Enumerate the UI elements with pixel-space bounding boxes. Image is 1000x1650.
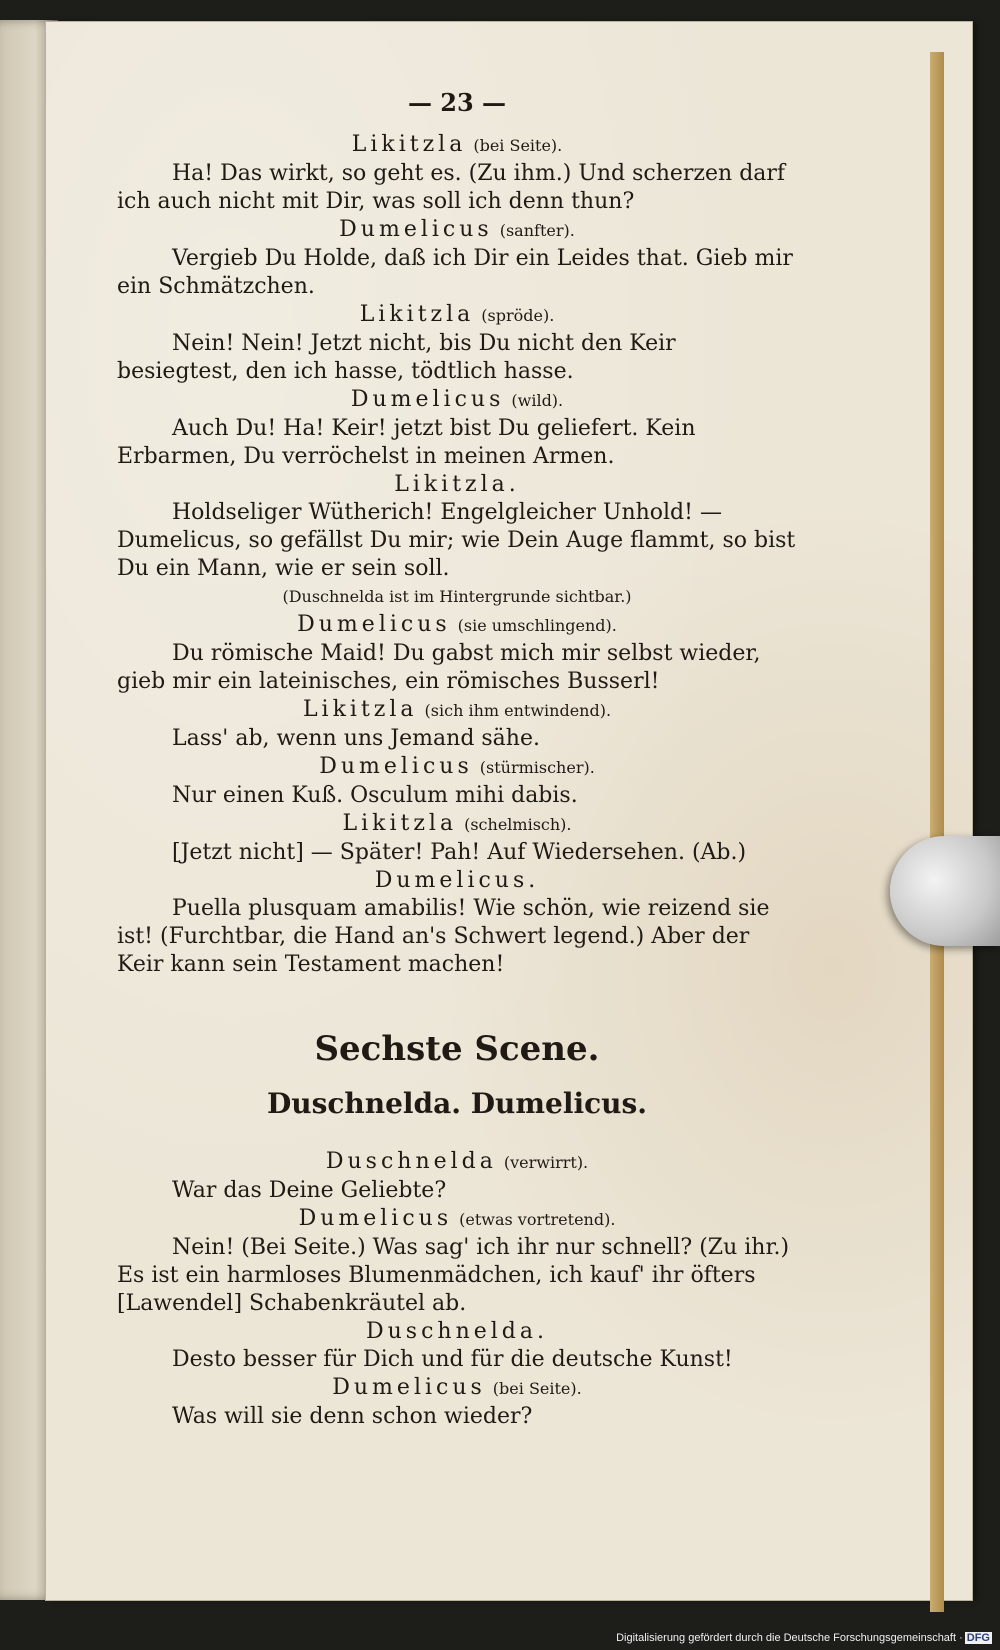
stage-direction: (bei Seite). (473, 136, 563, 155)
dialogue-line: Nein! Nein! Jetzt nicht, bis Du nicht den Keir besiegtest, den ich hasse, tödtlich hasse. (117, 331, 676, 384)
dialogue-line: Was will sie denn schon wieder? (172, 1404, 533, 1429)
stage-direction: (sie umschlingend). (457, 616, 617, 635)
speaker-name: Dumelicus (350, 387, 505, 412)
stage-direction: (verwirrt). (503, 1153, 589, 1172)
speaker-line (117, 611, 797, 640)
dialogue-line: [Jetzt nicht] — Später! Pah! Auf Wiedersehen. (Ab.) (172, 840, 747, 865)
speaker-name: Dumelicus (319, 754, 473, 779)
scene-title: Sechste Scene. (314, 1029, 600, 1069)
speaker-line (117, 810, 797, 839)
speaker-name: Dumelicus. (374, 868, 540, 893)
speaker-name: Duschnelda (325, 1149, 497, 1174)
dialogue-line: Nein! (Bei Seite.) Was sag' ich ihr nur schnell? (Zu ihr.) Es ist ein harmloses Blumenmädchen, ich kauf' ihr öfters [Lawendel] Schabenkräutel ab. (117, 1235, 790, 1316)
dfg-logo: DFG (966, 1632, 990, 1644)
speaker-name: Duschnelda. (365, 1319, 548, 1344)
speaker-name: Dumelicus (298, 1206, 453, 1231)
stage-direction: (bei Seite). (492, 1379, 582, 1398)
stage-direction: (etwas vortretend). (459, 1210, 616, 1229)
page-clip (890, 836, 1000, 946)
scene-dialogue-block (117, 1148, 797, 1431)
page-text (117, 88, 797, 1431)
dialogue-block (117, 131, 797, 979)
speaker-line (117, 1148, 797, 1177)
speaker-line (117, 471, 797, 499)
speaker-line (117, 753, 797, 782)
speaker-name: Dumelicus (297, 612, 451, 637)
speaker-line (117, 696, 797, 725)
speaker-name: Likitzla (342, 811, 458, 836)
stage-direction: (wild). (511, 391, 564, 410)
speaker-name: Dumelicus (339, 217, 493, 242)
speaker-line (117, 301, 797, 330)
page-number: — 23 — (407, 88, 507, 117)
speaker-line (117, 1318, 797, 1346)
dialogue-line: War das Deine Geliebte? (172, 1178, 447, 1203)
stage-direction: (spröde). (481, 306, 555, 325)
dialogue-line: Ha! Das wirkt, so geht es. (Zu ihm.) Und scherzen darf ich auch nicht mit Dir, was soll ich denn thun? (117, 161, 786, 214)
dialogue-line: Du römische Maid! Du gabst mich mir selbst wieder, gieb mir ein lateinisches, ein römisches Busserl! (117, 641, 761, 694)
speaker-line (117, 867, 797, 895)
dialogue-line: Puella plusquam amabilis! Wie schön, wie reizend sie ist! (Furchtbar, die Hand an's Schwert legend.) Aber der Keir kann sein Testament machen! (117, 896, 770, 977)
speaker-name: Likitzla (359, 302, 475, 327)
speaker-line (117, 216, 797, 245)
dialogue-line: Lass' ab, wenn uns Jemand sähe. (172, 726, 540, 751)
dialogue-line: Vergieb Du Holde, daß ich Dir ein Leides that. Gieb mir ein Schmätzchen. (117, 246, 793, 299)
stage-direction: (stürmischer). (479, 758, 595, 777)
dialogue-line: Desto besser für Dich und für die deutsche Kunst! (172, 1347, 733, 1372)
dialogue-line: Nur einen Kuß. Osculum mihi dabis. (172, 783, 578, 808)
digitization-credit (616, 1632, 992, 1644)
dialogue-line: Auch Du! Ha! Keir! jetzt bist Du geliefert. Kein Erbarmen, Du verröchelst in meinen Armen. (117, 416, 696, 469)
speaker-name: Likitzla. (394, 472, 520, 497)
stage-direction: (sanfter). (499, 221, 575, 240)
speaker-line (117, 1205, 797, 1234)
dialogue-line: Holdseliger Wütherich! Engelgleicher Unhold! — Dumelicus, so gefällst Du mir; wie Dein Auge flammt, so bist Du ein Mann, wie er sein soll. (117, 500, 796, 581)
credit-text: Digitalisierung gefördert durch die Deutsche Forschungsgemeinschaft · (616, 1632, 963, 1644)
speaker-line (117, 386, 797, 415)
speaker-line (117, 1374, 797, 1403)
speaker-name: Likitzla (302, 697, 418, 722)
scene-characters: Duschnelda. Dumelicus. (266, 1087, 648, 1120)
speaker-line (117, 131, 797, 160)
page-block-edge (930, 52, 944, 1612)
speaker-name: Likitzla (351, 132, 467, 157)
stage-direction: (schelmisch). (464, 815, 572, 834)
speaker-name: Dumelicus (332, 1375, 486, 1400)
stage-direction: (sich ihm entwindend). (424, 701, 612, 720)
stage-direction: (Duschnelda ist im Hintergrunde sichtbar.) (282, 587, 632, 606)
